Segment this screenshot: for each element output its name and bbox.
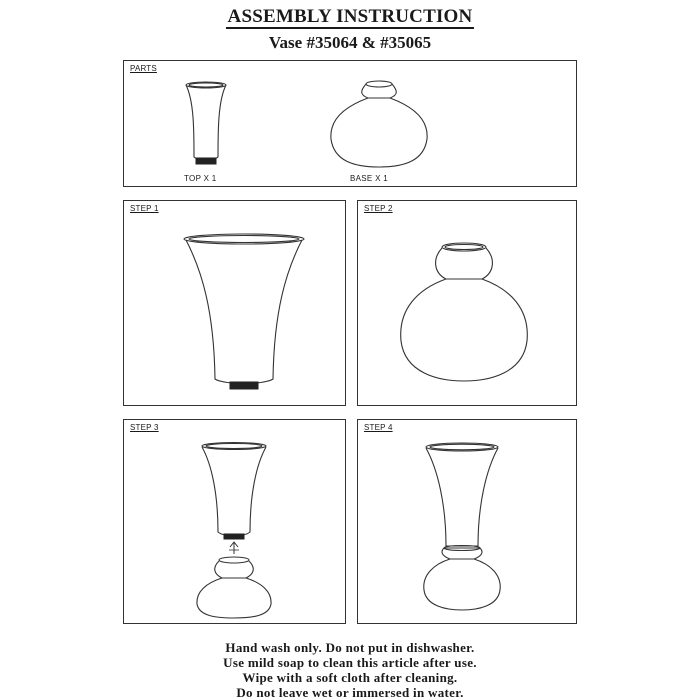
- document-subtitle: Vase #35064 & #35065: [268, 33, 432, 52]
- step-4-panel: [357, 419, 577, 624]
- care-instructions: [0, 640, 700, 700]
- top-part-caption: TOP X 1: [184, 174, 217, 183]
- base-piece-icon: [331, 81, 427, 167]
- flared-vase-top-icon: [184, 234, 304, 389]
- parts-illustration: [124, 61, 578, 188]
- care-note: Hand wash only. Do not put in dishwasher.: [225, 640, 475, 655]
- care-note: Wipe with a soft cloth after cleaning.: [242, 670, 458, 685]
- step-1-panel: [123, 200, 346, 406]
- step-2-label: STEP 2: [364, 204, 393, 213]
- step-3-illustration: [124, 420, 347, 625]
- care-note: Use mild soap to clean this article after use.: [223, 655, 477, 670]
- step-4-illustration: [358, 420, 578, 625]
- document-title-text: ASSEMBLY INSTRUCTION: [227, 6, 473, 27]
- step-2-illustration: [358, 201, 578, 407]
- step-3-panel: [123, 419, 346, 624]
- top-piece-icon: [186, 82, 226, 164]
- step-3-label: STEP 3: [130, 423, 159, 432]
- round-vase-base-icon: [197, 557, 271, 618]
- document-title: [0, 6, 700, 28]
- parts-label: PARTS: [130, 64, 157, 73]
- round-vase-base-icon: [401, 243, 528, 381]
- step-1-illustration: [124, 201, 347, 407]
- assembled-vase-icon: [424, 443, 500, 610]
- care-note: Do not leave wet or immersed in water.: [236, 685, 464, 700]
- step-2-panel: [357, 200, 577, 406]
- connect-arrow-icon: [229, 542, 239, 554]
- base-part-caption: BASE X 1: [350, 174, 388, 183]
- flared-vase-top-icon: [202, 443, 266, 540]
- step-4-label: STEP 4: [364, 423, 393, 432]
- step-1-label: STEP 1: [130, 204, 159, 213]
- parts-panel: [123, 60, 577, 187]
